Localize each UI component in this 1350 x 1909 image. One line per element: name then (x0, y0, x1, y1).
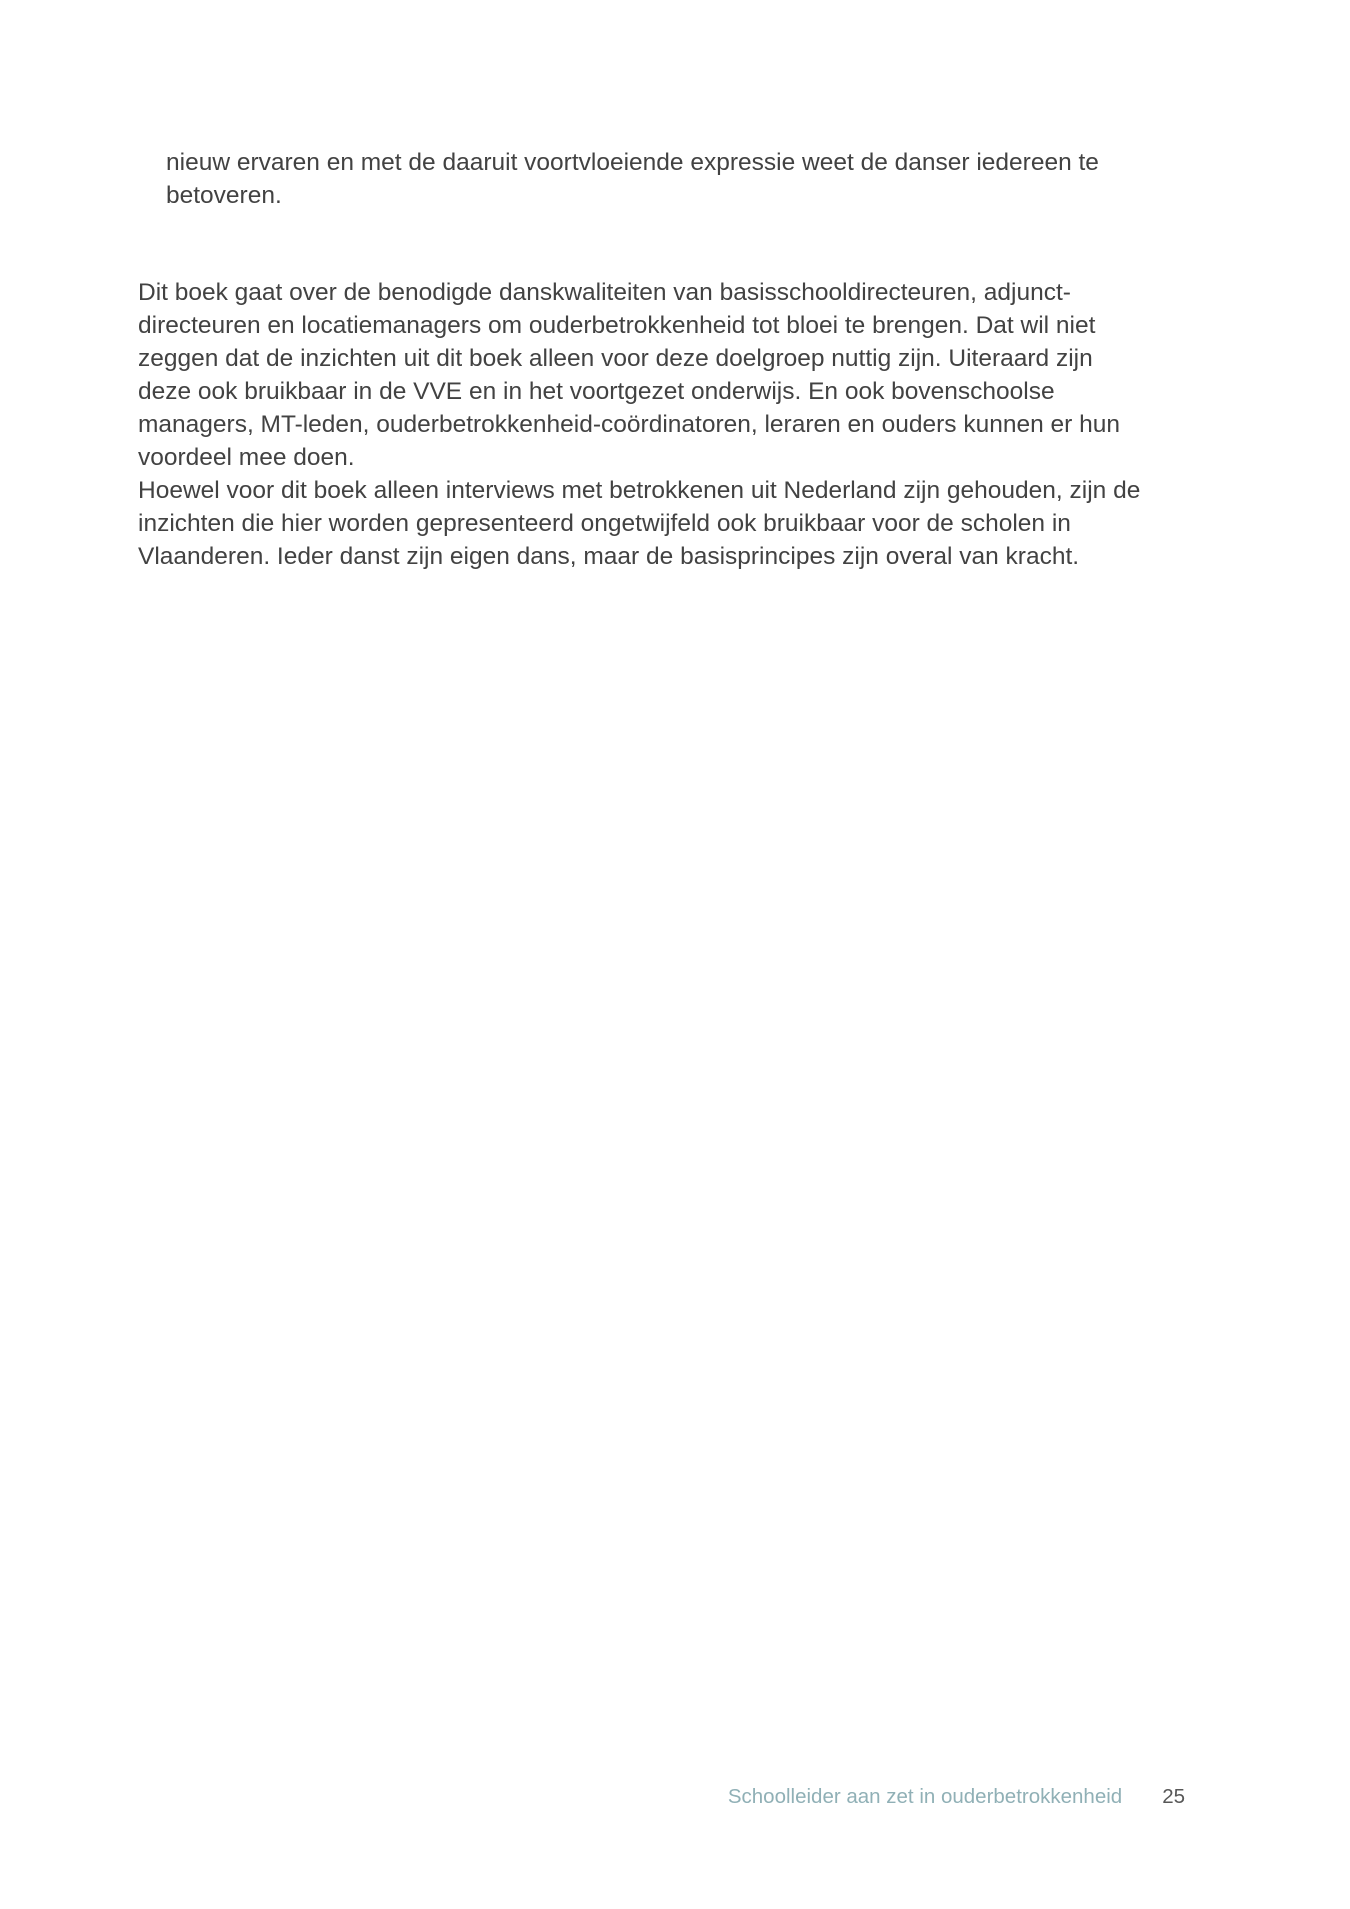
page-footer (0, 1784, 1185, 1810)
page-content (138, 146, 1150, 573)
body-paragraph-1: Dit boek gaat over de benodigde danskwaliteiten van basisschooldirecteuren, adjunct-directeuren en locatiemanagers om ouderbetrokkenheid tot bloei te brengen. Dat wil niet zeggen dat de inzichten uit dit boek alleen voor deze doelgroep nuttig zijn. Uiteraard zijn deze ook bruikbaar in de VVE en in het voortgezet onderwijs. En ook bovenschoolse managers, MT-leden, ouderbetrokkenheid-coördinatoren, leraren en ouders kunnen er hun voordeel mee doen. (138, 279, 1120, 471)
quote-paragraph: nieuw ervaren en met de daaruit voortvloeiende expressie weet de danser iedereen te betoveren. (166, 149, 1099, 209)
body-paragraph-2: Hoewel voor dit boek alleen interviews met betrokkenen uit Nederland zijn gehouden, zijn de inzichten die hier worden gepresenteerd ongetwijfeld ook bruikbaar voor de scholen in Vlaanderen. Ieder danst zijn eigen dans, maar de basisprincipes zijn overal van kracht. (138, 477, 1141, 570)
footer-book-title: Schoolleider aan zet in ouderbetrokkenheid (727, 1785, 1123, 1808)
footer-page-number: 25 (1162, 1785, 1185, 1808)
